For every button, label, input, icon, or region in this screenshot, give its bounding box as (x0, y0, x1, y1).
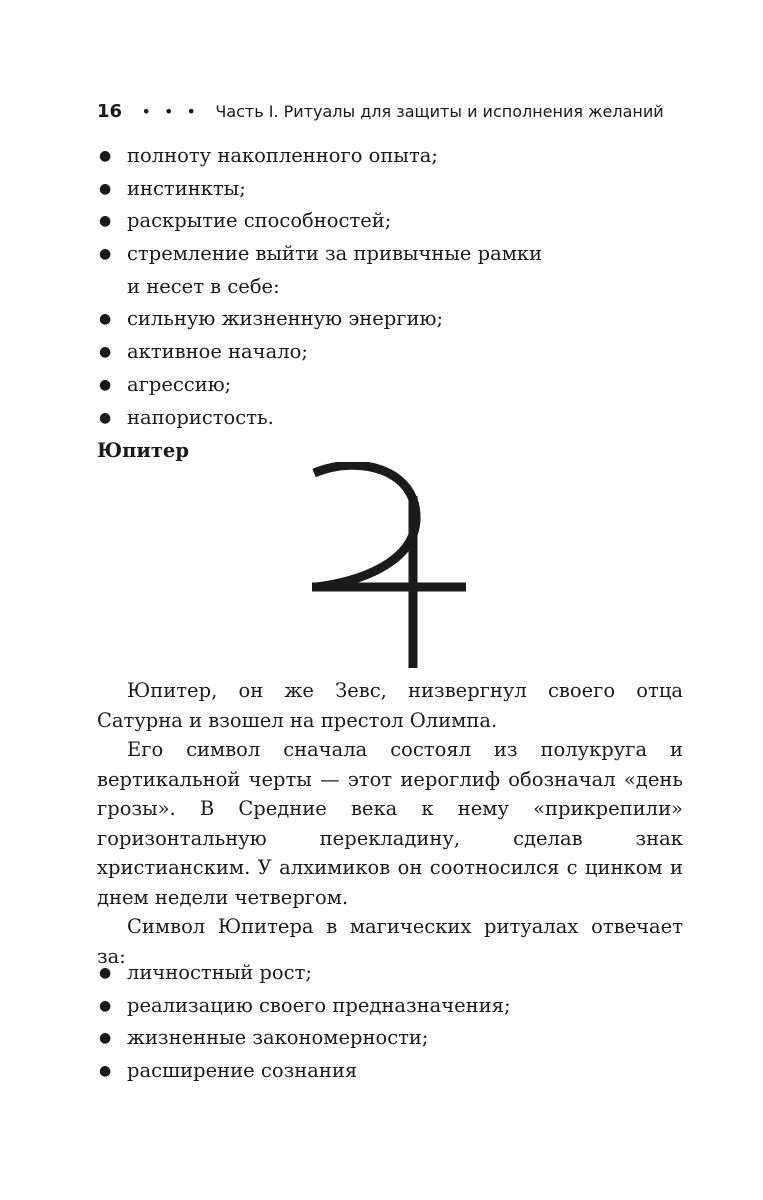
bullet-icon: ● (99, 997, 112, 1014)
jupiter-symbol-icon (300, 462, 470, 672)
header-separator-dots: • • • (141, 102, 200, 121)
list-item-text: агрессию; (127, 372, 232, 396)
list-item (97, 238, 697, 303)
paragraph: Его символ сначала состоял из полукруга и вертикальной черты — этот иероглиф обозначал «день грозы». В Средние века к нему «прикрепили» горизонтальную перекладину, сделав знак христианским. У алхимиков он соотносился с цинком и днем недели четвергом. (97, 738, 683, 909)
list-item-text: сильную жизненную энергию; (127, 307, 444, 331)
paragraph: Символ Юпитера в магических ритуалах отвечает за: (97, 915, 683, 968)
list-item-text: жизненные закономерности; (127, 1026, 429, 1050)
bullet-list-top (97, 140, 697, 434)
bullet-icon: ● (99, 180, 112, 197)
section-heading: Юпитер (97, 439, 189, 462)
list-item-text: раскрытие способностей; (127, 209, 392, 233)
paragraph: Юпитер, он же Зевс, низвергнул своего отца Сатурна и взошел на престол Олимпа. (97, 679, 683, 732)
list-item-text: активное начало; (127, 340, 308, 364)
list-item (97, 336, 697, 369)
list-item-text: напористость. (127, 405, 274, 429)
list-item (97, 1022, 697, 1055)
list-item (97, 173, 697, 206)
page-number: 16 (97, 101, 123, 122)
bullet-icon: ● (99, 213, 112, 230)
bullet-icon: ● (99, 148, 112, 164)
chapter-title: Часть I. Ритуалы для защиты и исполнения желаний (215, 102, 664, 121)
running-header (97, 98, 717, 126)
bullet-icon: ● (99, 1030, 112, 1047)
list-item-text: полноту накопленного опыта; (127, 144, 438, 167)
list-item (97, 205, 697, 238)
list-item-text: инстинкты; (127, 176, 246, 200)
bullet-list-bottom (97, 957, 697, 1088)
list-item-continuation: и несет в себе: (127, 274, 280, 298)
list-item-text: стремление выйти за привычные рамки (127, 242, 543, 266)
list-item (97, 140, 697, 173)
list-item (97, 1055, 697, 1088)
list-item (97, 369, 697, 402)
list-item (97, 990, 697, 1023)
bullet-icon: ● (99, 376, 112, 393)
list-item (97, 957, 697, 990)
list-item (97, 303, 697, 336)
bullet-icon: ● (99, 311, 112, 328)
bullet-icon: ● (99, 246, 112, 263)
list-item (97, 402, 697, 435)
bullet-icon: ● (99, 409, 112, 426)
bullet-icon: ● (99, 1063, 112, 1080)
body-paragraphs (97, 676, 683, 971)
list-item-text: реализацию своего предназначения; (127, 993, 511, 1017)
list-item-text: расширение сознания (127, 1059, 358, 1083)
bullet-icon: ● (99, 965, 112, 981)
list-item-text: личностный рост; (127, 961, 312, 984)
bullet-icon: ● (99, 344, 112, 361)
